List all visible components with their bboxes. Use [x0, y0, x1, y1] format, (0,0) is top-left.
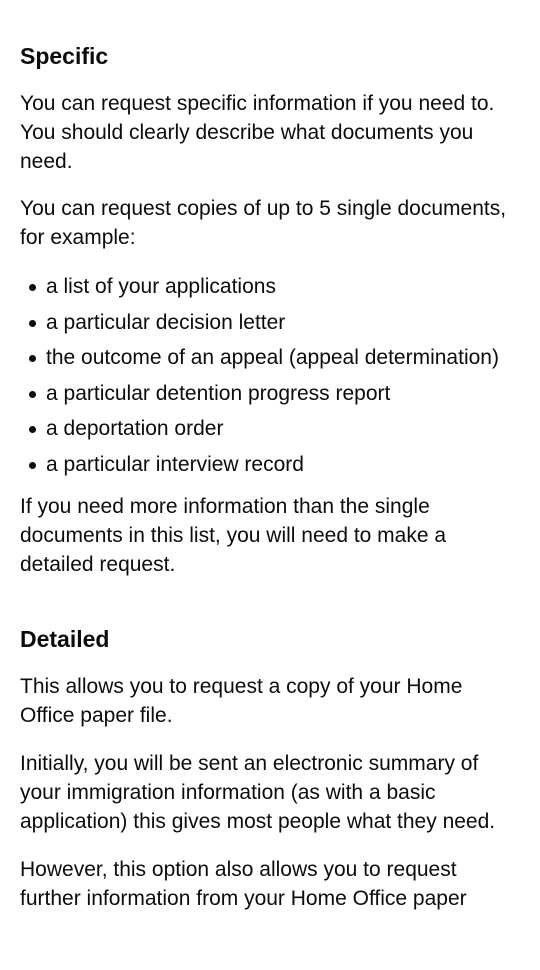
list-item: a list of your applications — [20, 273, 520, 301]
list-item: a deportation order — [20, 415, 520, 443]
list-item: the outcome of an appeal (appeal determination) — [20, 344, 520, 372]
detailed-summary-paragraph: Initially, you will be sent an electronic summary of your immigration information (as with a basic application) this gives most people what they need. — [20, 751, 496, 833]
list-item: a particular interview record — [20, 451, 520, 479]
list-item: a particular detention progress report — [20, 380, 520, 408]
heading-specific: Specific — [20, 43, 109, 69]
specific-copies-paragraph: You can request copies of up to 5 single documents, for example: — [20, 197, 507, 249]
specific-more-info-paragraph: If you need more information than the single documents in this list, you will need to make a detailed request. — [20, 494, 447, 576]
heading-detailed: Detailed — [20, 625, 110, 652]
detailed-further-paragraph: However, this option also allows you to request further information from your Home Office paper — [20, 857, 467, 910]
list-item: a particular decision letter — [20, 309, 520, 337]
document-examples-list — [20, 273, 520, 479]
specific-intro-paragraph: You can request specific information if you need to. You should clearly describe what documents you need. — [20, 92, 495, 173]
content-column — [20, 0, 520, 913]
detailed-intro-paragraph: This allows you to request a copy of your Home Office paper file. — [20, 674, 463, 727]
